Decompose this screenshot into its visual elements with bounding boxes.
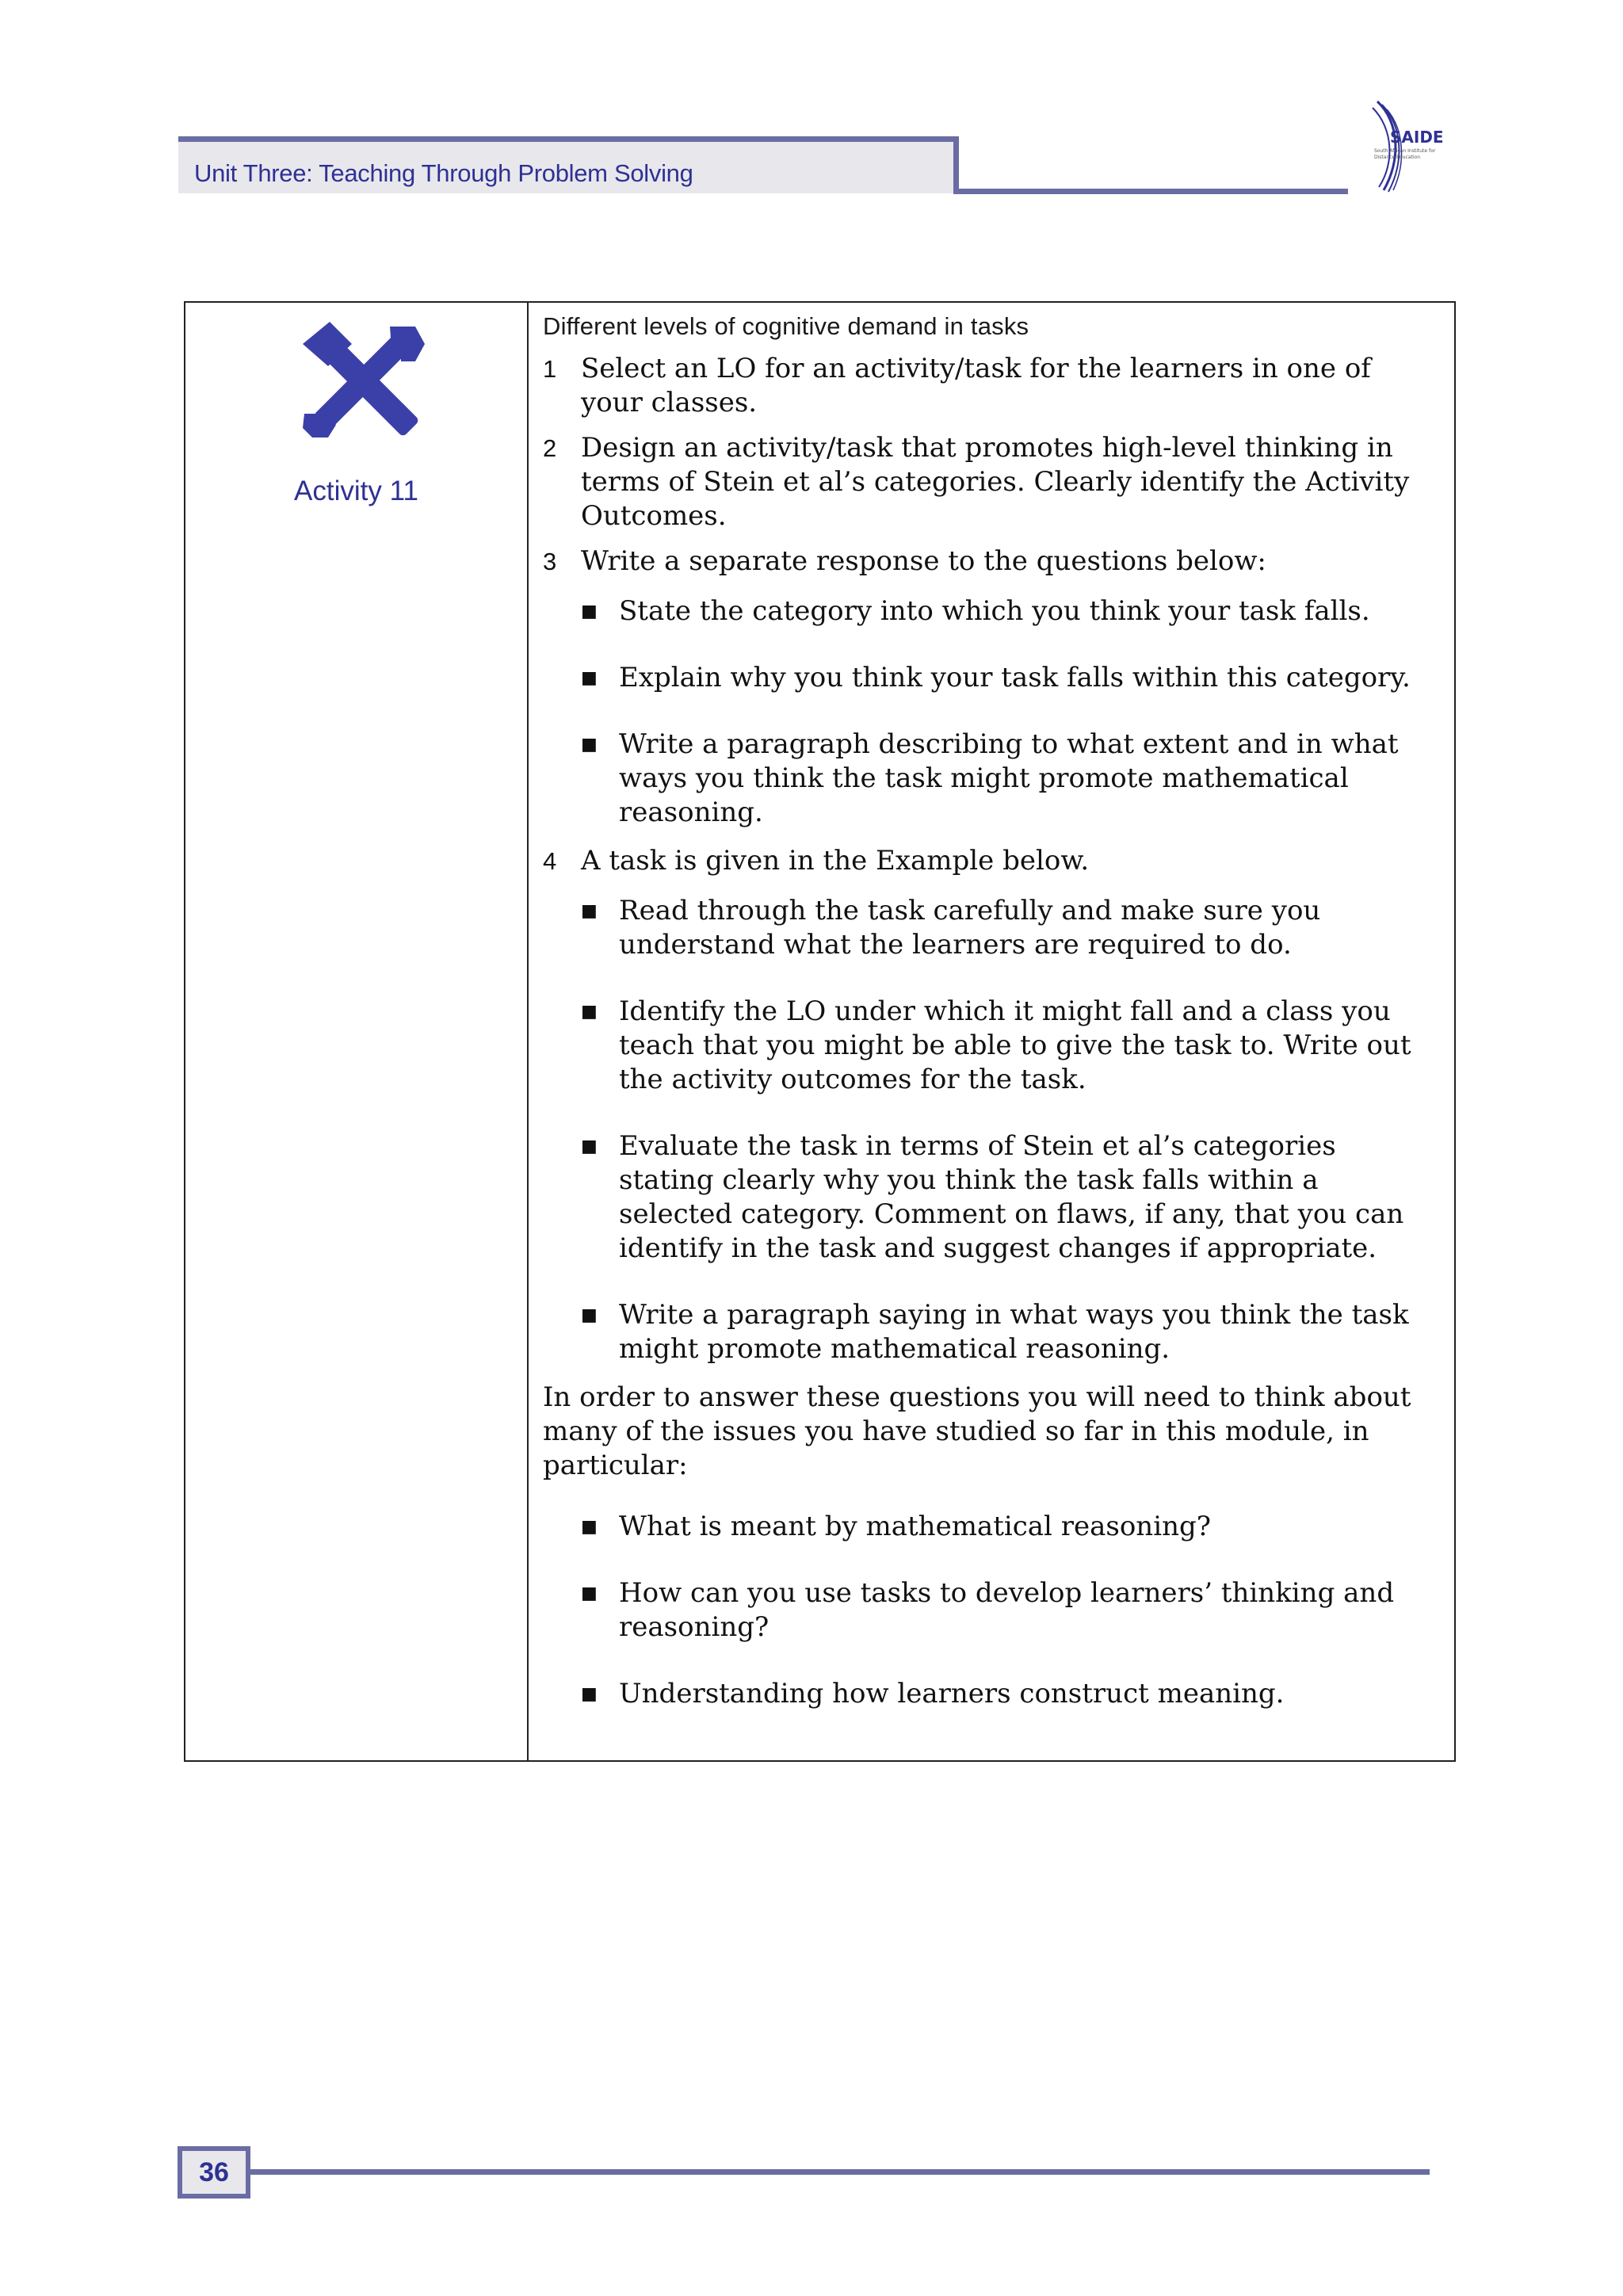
bullet-text: Read through the task carefully and make sure you understand what the learners are required to do.	[619, 895, 1321, 961]
page-number: 36	[178, 2146, 250, 2199]
bullet-text: Explain why you think your task falls within this category.	[619, 662, 1411, 693]
list-item	[581, 1510, 1437, 1544]
numbered-item-1	[543, 352, 1437, 420]
list-item	[581, 995, 1437, 1097]
bullet-square-icon: ■	[581, 901, 598, 921]
list-item	[581, 1576, 1437, 1645]
list-item	[581, 728, 1437, 830]
item-number: 2	[543, 434, 557, 462]
list-item	[581, 1298, 1437, 1366]
list-item	[581, 1129, 1437, 1266]
bullet-text: How can you use tasks to develop learners’ thinking and reasoning?	[619, 1577, 1395, 1643]
bullet-text: Understanding how learners construct meaning.	[619, 1678, 1285, 1710]
bullet-square-icon: ■	[581, 1137, 598, 1156]
list-item	[581, 594, 1437, 628]
saide-logo	[1363, 97, 1444, 197]
bullet-square-icon: ■	[581, 602, 598, 621]
list-item	[581, 894, 1437, 962]
bullet-text: State the category into which you think your task falls.	[619, 595, 1370, 627]
item-text: Write a separate response to the questions below:	[581, 545, 1266, 577]
closing-bullets	[581, 1510, 1437, 1711]
bullet-square-icon: ■	[581, 668, 598, 688]
item-number: 4	[543, 847, 557, 875]
bullet-square-icon: ■	[581, 1002, 598, 1022]
logo-text: SAIDE	[1390, 128, 1444, 147]
bullet-square-icon: ■	[581, 1684, 598, 1704]
bullet-square-icon: ■	[581, 1517, 598, 1537]
logo-subtext-2: Distance Education	[1374, 155, 1421, 160]
item-text: Design an activity/task that promotes high-level thinking in terms of Stein et al’s categories. Clearly identify the Activity Outcomes.	[581, 432, 1410, 532]
logo-subtext-1: South African Institute for	[1374, 148, 1436, 154]
closing-paragraph: In order to answer these questions you will need to think about many of the issues you have studied so far in this module, in particular:	[543, 1381, 1411, 1481]
numbered-item-2	[543, 431, 1437, 533]
item-text: A task is given in the Example below.	[581, 845, 1090, 877]
list-item	[581, 661, 1437, 695]
item-number: 3	[543, 548, 557, 575]
numbered-item-3	[543, 544, 1437, 579]
bullet-square-icon: ■	[581, 1584, 598, 1603]
item-4-bullets	[581, 894, 1437, 1366]
tools-icon	[296, 320, 431, 439]
unit-title: Unit Three: Teaching Through Problem Solving	[194, 159, 693, 187]
bullet-text: Write a paragraph describing to what extent and in what ways you think the task might promote mathematical reasoning.	[619, 728, 1399, 828]
activity-label: Activity 11	[294, 476, 418, 506]
unit-header	[178, 136, 959, 193]
item-number: 1	[543, 355, 557, 383]
bullet-text: What is meant by mathematical reasoning?	[619, 1511, 1211, 1542]
item-text: Select an LO for an activity/task for the learners in one of your classes.	[581, 353, 1371, 418]
bullet-text: Evaluate the task in terms of Stein et al’s categories stating clearly why you think the task falls within a selected category. Comment on flaws, if any, that you can identify in the task and suggest changes if appropriate.	[619, 1130, 1404, 1264]
bullet-text: Write a paragraph saying in what ways you think the task might promote mathematical reasoning.	[619, 1299, 1409, 1365]
bullet-text: Identify the LO under which it might fall and a class you teach that you might be able to give the task to. Write out the activity outcomes for the task.	[619, 995, 1411, 1095]
activity-title: Different levels of cognitive demand in tasks	[543, 312, 1029, 340]
activity-sidebar	[185, 303, 529, 1760]
item-3-bullets	[581, 594, 1437, 830]
footer-rule	[250, 2169, 1430, 2175]
activity-box	[184, 301, 1456, 1762]
numbered-item-4	[543, 844, 1437, 878]
list-item	[581, 1677, 1437, 1711]
header-rule	[953, 189, 1348, 194]
bullet-square-icon: ■	[581, 735, 598, 755]
activity-content	[529, 303, 1454, 1760]
bullet-square-icon: ■	[581, 1305, 598, 1325]
